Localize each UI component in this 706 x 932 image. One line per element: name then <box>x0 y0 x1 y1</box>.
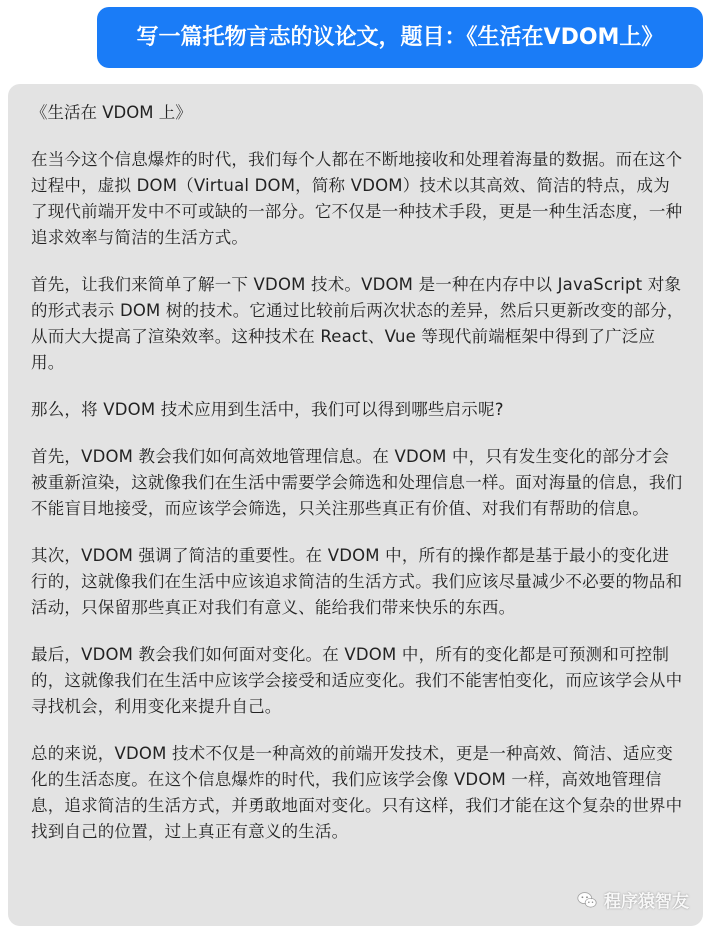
essay-paragraph-4: 首先，VDOM 教会我们如何高效地管理信息。在 VDOM 中，只有发生变化的部分才会被重新渲染，这就像我们在生活中需要学会筛选和处理信息一样。面对海量的信息，我们不能盲目地接受，而应该学会筛选，只关注那些真正有价值、对我们有帮助的信息。 <box>31 447 683 518</box>
wechat-bubble-icon <box>576 889 598 911</box>
essay-paragraph-5: 其次，VDOM 强调了简洁的重要性。在 VDOM 中，所有的操作都是基于最小的变化进行的，这就像我们在生活中应该追求简洁的生活方式。我们应该尽量减少不必要的物品和活动，只保留那些真正对我们有意义、能给我们带来快乐的东西。 <box>31 546 683 617</box>
essay-paragraph-7: 总的来说，VDOM 技术不仅是一种高效的前端开发技术，更是一种高效、简洁、适应变化的生活态度。在这个信息爆炸的时代，我们应该学会像 VDOM 一样，高效地管理信息，追求简洁的生活方式，并勇敢地面对变化。只有这样，我们才能在这个复杂的世界中找到自己的位置，过上真正有意义的生活。 <box>31 744 683 841</box>
user-message-text: 写一篇托物言志的议论文，题目：《生活在VDOM上》 <box>136 25 664 50</box>
watermark <box>576 887 689 912</box>
essay-paragraph-6: 最后，VDOM 教会我们如何面对变化。在 VDOM 中，所有的变化都是可预测和可控制的，这就像我们在生活中应该学会接受和适应变化。我们不能害怕变化，而应该学会从中寻找机会，利用变化来提升自己。 <box>31 645 683 716</box>
essay-title: 《生活在 VDOM 上》 <box>31 103 192 122</box>
essay-paragraph-1: 在当今这个信息爆炸的时代，我们每个人都在不断地接收和处理着海量的数据。而在这个过程中，虚拟 DOM（Virtual DOM，简称 VDOM）技术以其高效、简洁的特点，成为了现代前端开发中不可或缺的一部分。它不仅是一种技术手段，更是一种生活态度，一种追求效率与简洁的生活方式。 <box>31 150 683 247</box>
essay-paragraph-3: 那么，将 VDOM 技术应用到生活中，我们可以得到哪些启示呢? <box>31 400 504 419</box>
assistant-reply-bubble <box>8 84 703 926</box>
essay-paragraph-2: 首先，让我们来简单了解一下 VDOM 技术。VDOM 是一种在内存中以 JavaScript 对象的形式表示 DOM 树的技术。它通过比较前后两次状态的差异，然后只更新改变的部分，从而大大提高了渲染效率。这种技术在 React、Vue 等现代前端框架中得到了广泛应用。 <box>31 275 684 372</box>
watermark-text: 程序猿智友 <box>604 892 689 912</box>
user-message-bubble <box>97 7 703 68</box>
